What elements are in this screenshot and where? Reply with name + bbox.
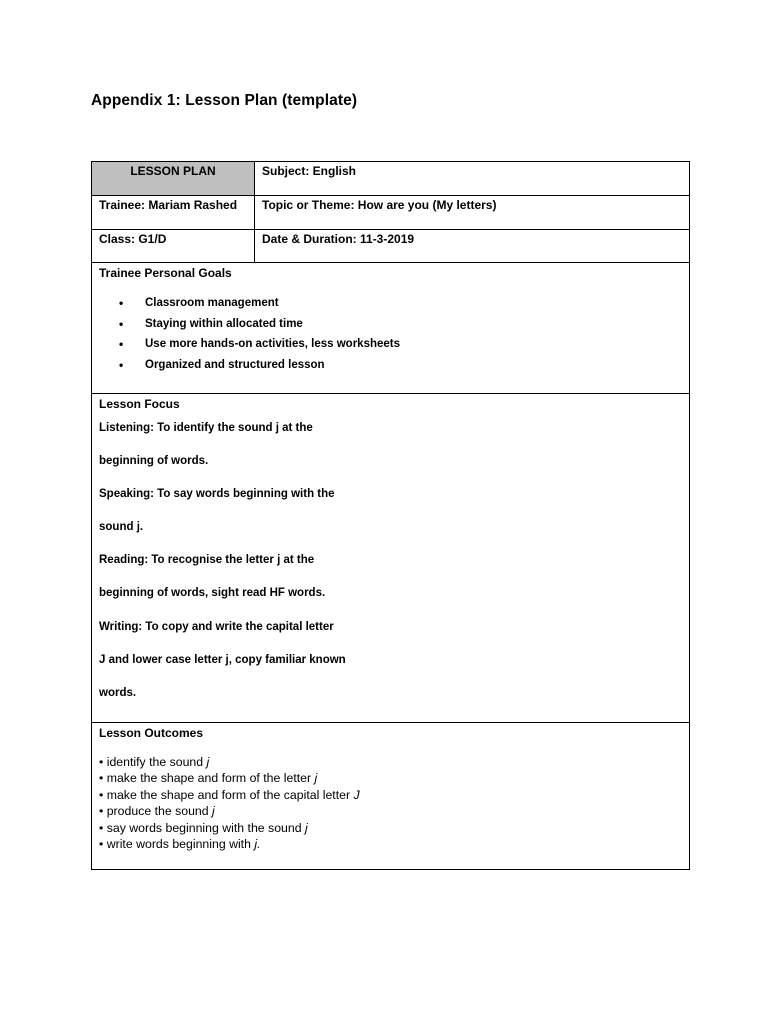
personal-goals-list: [92, 293, 689, 376]
subject-cell: [255, 162, 690, 196]
topic-label: Topic or Theme: How are you (My letters): [262, 198, 497, 212]
outcome-symbol: j: [314, 771, 318, 786]
focus-line: Listening: To identify the sound j at the: [99, 422, 313, 434]
class-label: Class: G1/D: [99, 232, 167, 246]
goal-text: Staying within allocated time: [145, 317, 303, 330]
outcome-text: • produce the sound: [99, 804, 213, 819]
goal-text: Classroom management: [145, 297, 279, 309]
outcome-symbol: J: [353, 787, 360, 802]
class-row: [92, 230, 690, 263]
trainee-cell: [92, 196, 255, 230]
outcome-symbol: j.: [254, 837, 261, 852]
list-item: [99, 803, 682, 819]
outcome-text: • say words beginning with the sound: [99, 820, 305, 835]
focus-line: sound j.: [99, 521, 144, 534]
focus-row: [92, 394, 690, 723]
list-item: [99, 836, 682, 852]
lesson-plan-label: LESSON PLAN: [130, 164, 216, 178]
focus-line: Speaking: To say words beginning with the: [99, 488, 335, 501]
list-item: [99, 770, 682, 786]
subject-label: Subject: English: [262, 164, 357, 178]
list-item: [99, 787, 682, 803]
bullet-icon: •: [119, 296, 124, 310]
outcome-text: • make the shape and form of the letter: [99, 771, 315, 786]
focus-line: Writing: To copy and write the capital letter: [99, 620, 334, 633]
lesson-focus-heading: Lesson Focus: [99, 397, 180, 411]
list-item: [99, 820, 682, 836]
bullet-icon: •: [119, 358, 124, 373]
focus-line: J and lower case letter j, copy familiar known: [99, 653, 346, 666]
bullet-icon: •: [119, 337, 124, 352]
focus-line: Reading: To recognise the letter j at the: [99, 554, 315, 567]
outcome-text: • identify the sound: [99, 755, 207, 769]
outcome-text: • write words beginning with: [99, 837, 255, 852]
list-item: [92, 314, 689, 335]
trainee-label: Trainee: Mariam Rashed: [99, 198, 238, 212]
goal-text: Use more hands-on activities, less worksheets: [145, 338, 401, 351]
goals-row: [92, 263, 690, 394]
outcomes-row: [92, 723, 690, 870]
header-row: [92, 162, 690, 196]
focus-line: beginning of words.: [99, 455, 209, 468]
lesson-focus-cell: [92, 394, 690, 723]
outcome-symbol: j: [304, 820, 308, 835]
class-cell: [92, 230, 255, 263]
lesson-focus-body: [92, 412, 689, 710]
bullet-icon: •: [119, 316, 124, 331]
list-item: [92, 355, 689, 376]
trainee-row: [92, 196, 690, 230]
topic-cell: [255, 196, 690, 230]
focus-line: words.: [99, 686, 137, 699]
list-item: [92, 293, 689, 314]
outcome-symbol: j: [212, 804, 215, 819]
lesson-plan-table: [91, 161, 690, 870]
goal-text: Organized and structured lesson: [145, 359, 325, 372]
list-item: [92, 334, 689, 355]
page-title: Appendix 1: Lesson Plan (template): [91, 92, 358, 109]
list-item: [99, 754, 682, 770]
date-duration-cell: [255, 230, 690, 263]
lesson-outcomes-cell: [92, 723, 690, 870]
lesson-plan-header-cell: [92, 162, 255, 196]
outcome-symbol: j: [206, 755, 210, 769]
focus-line: beginning of words, sight read HF words.: [99, 587, 326, 600]
outcome-text: • make the shape and form of the capital letter: [99, 787, 354, 802]
lesson-outcomes-heading: Lesson Outcomes: [99, 726, 204, 740]
personal-goals-heading: Trainee Personal Goals: [99, 266, 232, 280]
personal-goals-cell: [92, 263, 690, 394]
date-duration-label: Date & Duration: 11-3-2019: [262, 232, 415, 246]
lesson-outcomes-list: [92, 754, 689, 852]
